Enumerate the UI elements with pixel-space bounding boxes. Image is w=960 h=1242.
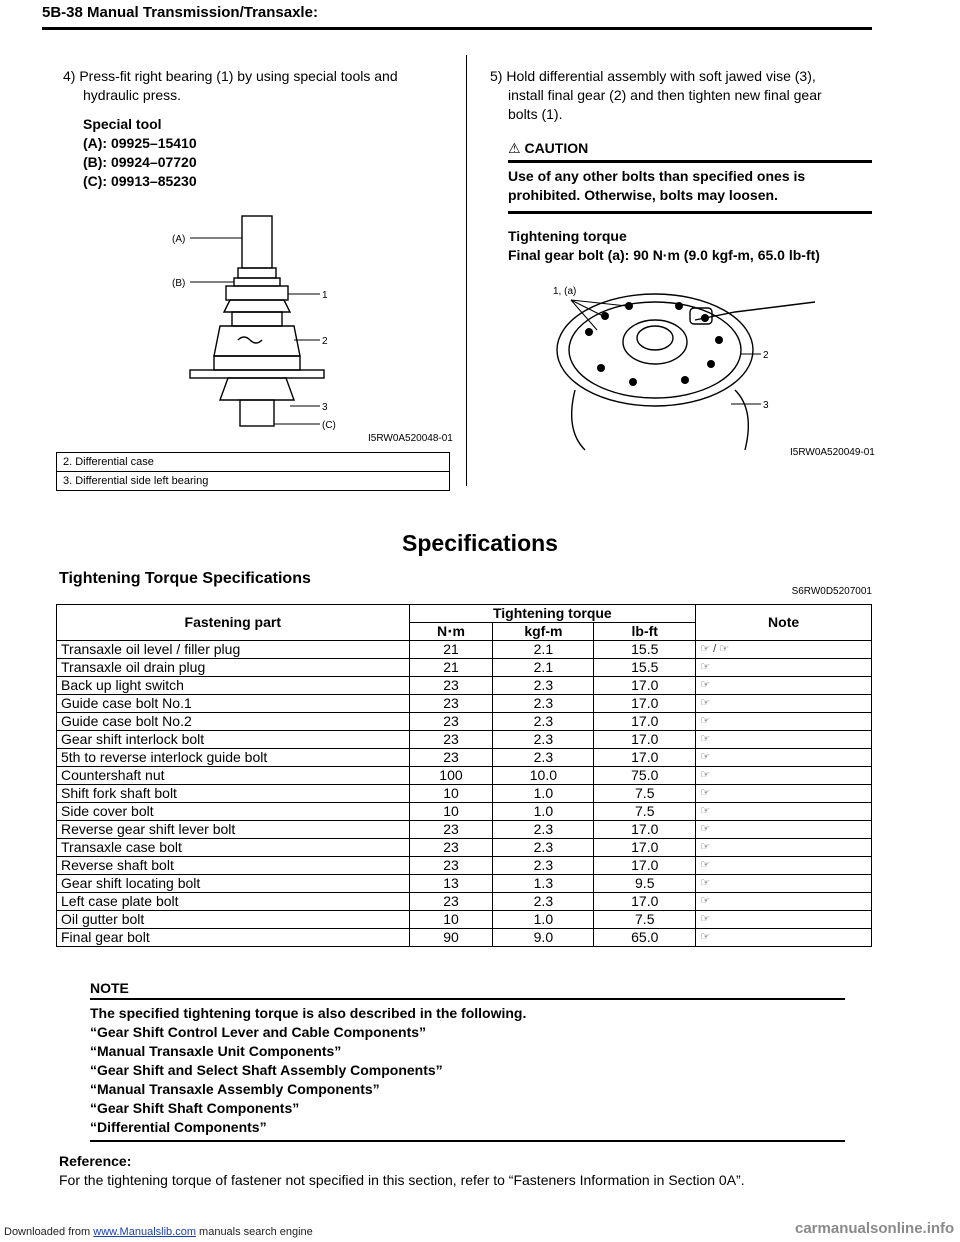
cell-nm: 90 [409,929,493,947]
note-line-2: “Gear Shift Control Lever and Cable Components” [90,1024,427,1040]
cell-note: ☞ [696,767,872,785]
cell-note: ☞ [696,911,872,929]
fig2-label-1a: 1, (a) [553,286,577,297]
footer-link[interactable]: www.Manualslib.com [93,1226,196,1238]
cell-nm: 23 [409,731,493,749]
cell-part: Transaxle case bolt [57,839,410,857]
cell-lbft: 15.5 [594,659,696,677]
cell-part: Gear shift interlock bolt [57,731,410,749]
note-line-5: “Manual Transaxle Assembly Components” [90,1081,380,1097]
table-row [57,929,872,947]
figure-1-id: I5RW0A520048-01 [368,433,453,444]
torque-spec-table [56,604,872,947]
note-label: NOTE [90,980,129,996]
cell-nm: 23 [409,839,493,857]
cell-nm: 23 [409,695,493,713]
cell-part: Shift fork shaft bolt [57,785,410,803]
warning-icon: ⚠ [508,140,521,156]
step-5-line-3: bolts (1). [508,106,563,122]
cell-kgfm: 2.3 [493,677,594,695]
cell-lbft: 7.5 [594,803,696,821]
cell-note: ☞ [696,929,872,947]
table-row [57,875,872,893]
footer-watermark: carmanualsonline.info [795,1220,955,1237]
cell-kgfm: 1.0 [493,803,594,821]
fig1-label-3: 3 [322,402,328,413]
cell-note: ☞ [696,713,872,731]
cell-nm: 23 [409,893,493,911]
cell-nm: 10 [409,785,493,803]
step-4-line-2: hydraulic press. [83,87,182,103]
cell-kgfm: 9.0 [493,929,594,947]
note-line-3: “Manual Transaxle Unit Components” [90,1043,342,1059]
section-code: S6RW0D5207001 [791,586,872,597]
caution-top-rule [508,160,872,163]
caution-bottom-rule [508,211,872,214]
table-row [57,893,872,911]
cell-note: ☞ / ☞ [696,641,872,659]
cell-kgfm: 1.0 [493,911,594,929]
cell-lbft: 17.0 [594,677,696,695]
cell-kgfm: 2.3 [493,857,594,875]
note-line-7: “Differential Components” [90,1119,267,1135]
cell-nm: 23 [409,713,493,731]
special-tool-title: Special tool [83,116,162,132]
fig1-label-1: 1 [322,290,328,301]
cell-nm: 23 [409,857,493,875]
note-line-4: “Gear Shift and Select Shaft Assembly Components” [90,1062,443,1078]
cell-kgfm: 2.3 [493,713,594,731]
column-divider [466,55,467,486]
special-tool-b: (B): 09924–07720 [83,154,197,170]
table-row [57,677,872,695]
caution-text: CAUTION [524,140,589,156]
cell-lbft: 17.0 [594,821,696,839]
cell-kgfm: 2.3 [493,893,594,911]
fig2-label-2: 2 [763,350,769,361]
cell-nm: 100 [409,767,493,785]
cell-part: Gear shift locating bolt [57,875,410,893]
cell-part: Transaxle oil level / filler plug [57,641,410,659]
header-tightening-torque: Tightening torque [409,605,696,623]
table-row [57,713,872,731]
cell-part: Side cover bolt [57,803,410,821]
footer-prefix: Downloaded from [4,1226,94,1238]
fig1-label-b: (B) [172,278,186,289]
table-row [57,839,872,857]
cell-nm: 21 [409,659,493,677]
cell-lbft: 17.0 [594,749,696,767]
note-bottom-rule [90,1140,845,1142]
cell-part: Left case plate bolt [57,893,410,911]
fig1-label-a: (A) [172,234,186,245]
cell-lbft: 17.0 [594,893,696,911]
cell-nm: 13 [409,875,493,893]
cell-note: ☞ [696,749,872,767]
cell-note: ☞ [696,857,872,875]
note-line-6: “Gear Shift Shaft Components” [90,1100,300,1116]
cell-nm: 10 [409,803,493,821]
figure-2-id: I5RW0A520049-01 [790,447,875,458]
special-tool-a: (A): 09925–15410 [83,135,197,151]
section-title: Specifications [402,530,558,556]
table-row [57,659,872,677]
table-row [57,641,872,659]
cell-part: Reverse shaft bolt [57,857,410,875]
cell-note: ☞ [696,821,872,839]
note-top-rule [90,998,845,1000]
cell-lbft: 7.5 [594,911,696,929]
cell-lbft: 9.5 [594,875,696,893]
cell-lbft: 17.0 [594,695,696,713]
fig1-label-2: 2 [322,336,328,347]
cell-lbft: 17.0 [594,731,696,749]
cell-note: ☞ [696,839,872,857]
cell-nm: 23 [409,749,493,767]
caption-row: 2. Differential case [57,453,450,472]
table-row [57,749,872,767]
cell-note: ☞ [696,731,872,749]
header-fastening-part: Fastening part [57,605,410,641]
cell-part: Final gear bolt [57,929,410,947]
cell-lbft: 7.5 [594,785,696,803]
cell-note: ☞ [696,785,872,803]
cell-note: ☞ [696,659,872,677]
step-5-line-2: install final gear (2) and then tighten new final gear [508,87,822,103]
cell-kgfm: 1.0 [493,785,594,803]
cell-part: Oil gutter bolt [57,911,410,929]
cell-lbft: 17.0 [594,713,696,731]
table-row [57,767,872,785]
final-gear-figure [545,280,865,460]
header-note: Note [696,605,872,641]
cell-note: ☞ [696,695,872,713]
cell-nm: 23 [409,677,493,695]
table-row [57,803,872,821]
header-rule [42,27,872,30]
cell-note: ☞ [696,893,872,911]
cell-part: Back up light switch [57,677,410,695]
step-4-line-1: 4) Press-fit right bearing (1) by using special tools and [63,68,398,84]
figure-1-caption-table [56,452,450,491]
table-row [57,785,872,803]
reference-text: For the tightening torque of fastener not specified in this section, refer to “Fasteners Information in Section 0A”. [59,1172,745,1188]
table-row [57,731,872,749]
cell-part: Countershaft nut [57,767,410,785]
cell-kgfm: 2.3 [493,731,594,749]
cell-kgfm: 2.3 [493,749,594,767]
caution-line-2: prohibited. Otherwise, bolts may loosen. [508,187,778,203]
cell-lbft: 15.5 [594,641,696,659]
table-row [57,821,872,839]
fig2-label-3: 3 [763,400,769,411]
header-lbft: lb-ft [594,623,696,641]
cell-part: Guide case bolt No.1 [57,695,410,713]
caution-line-1: Use of any other bolts than specified ones is [508,168,806,184]
cell-kgfm: 2.3 [493,695,594,713]
footer-suffix: manuals search engine [195,1226,313,1238]
footer-download-note [4,1226,313,1238]
step-5-line-1: 5) Hold differential assembly with soft jawed vise (3), [490,68,816,84]
cell-part: Transaxle oil drain plug [57,659,410,677]
cell-part: Guide case bolt No.2 [57,713,410,731]
note-line-1: The specified tightening torque is also described in the following. [90,1005,527,1021]
bearing-press-figure [160,200,460,450]
cell-lbft: 17.0 [594,857,696,875]
cell-note: ☞ [696,875,872,893]
caption-row: 3. Differential side left bearing [57,472,450,491]
cell-kgfm: 2.1 [493,659,594,677]
torque-value: Final gear bolt (a): 90 N·m (9.0 kgf-m, 65.0 lb-ft) [508,247,820,263]
subsection-title: Tightening Torque Specifications [59,570,311,587]
fig1-label-c: (C) [322,420,336,431]
special-tool-c: (C): 09913–85230 [83,173,197,189]
cell-kgfm: 10.0 [493,767,594,785]
caution-label [508,139,588,158]
cell-lbft: 65.0 [594,929,696,947]
table-row [57,695,872,713]
page-header-title: 5B-38 Manual Transmission/Transaxle: [42,4,318,21]
header-nm: N⋅m [409,623,493,641]
cell-lbft: 17.0 [594,839,696,857]
cell-kgfm: 1.3 [493,875,594,893]
cell-kgfm: 2.1 [493,641,594,659]
cell-part: Reverse gear shift lever bolt [57,821,410,839]
cell-nm: 21 [409,641,493,659]
cell-nm: 23 [409,821,493,839]
torque-title: Tightening torque [508,228,627,244]
cell-part: 5th to reverse interlock guide bolt [57,749,410,767]
cell-note: ☞ [696,677,872,695]
cell-nm: 10 [409,911,493,929]
table-row [57,911,872,929]
cell-note: ☞ [696,803,872,821]
table-row [57,857,872,875]
cell-kgfm: 2.3 [493,821,594,839]
reference-label: Reference: [59,1153,132,1169]
header-kgfm: kgf-m [493,623,594,641]
cell-kgfm: 2.3 [493,839,594,857]
cell-lbft: 75.0 [594,767,696,785]
